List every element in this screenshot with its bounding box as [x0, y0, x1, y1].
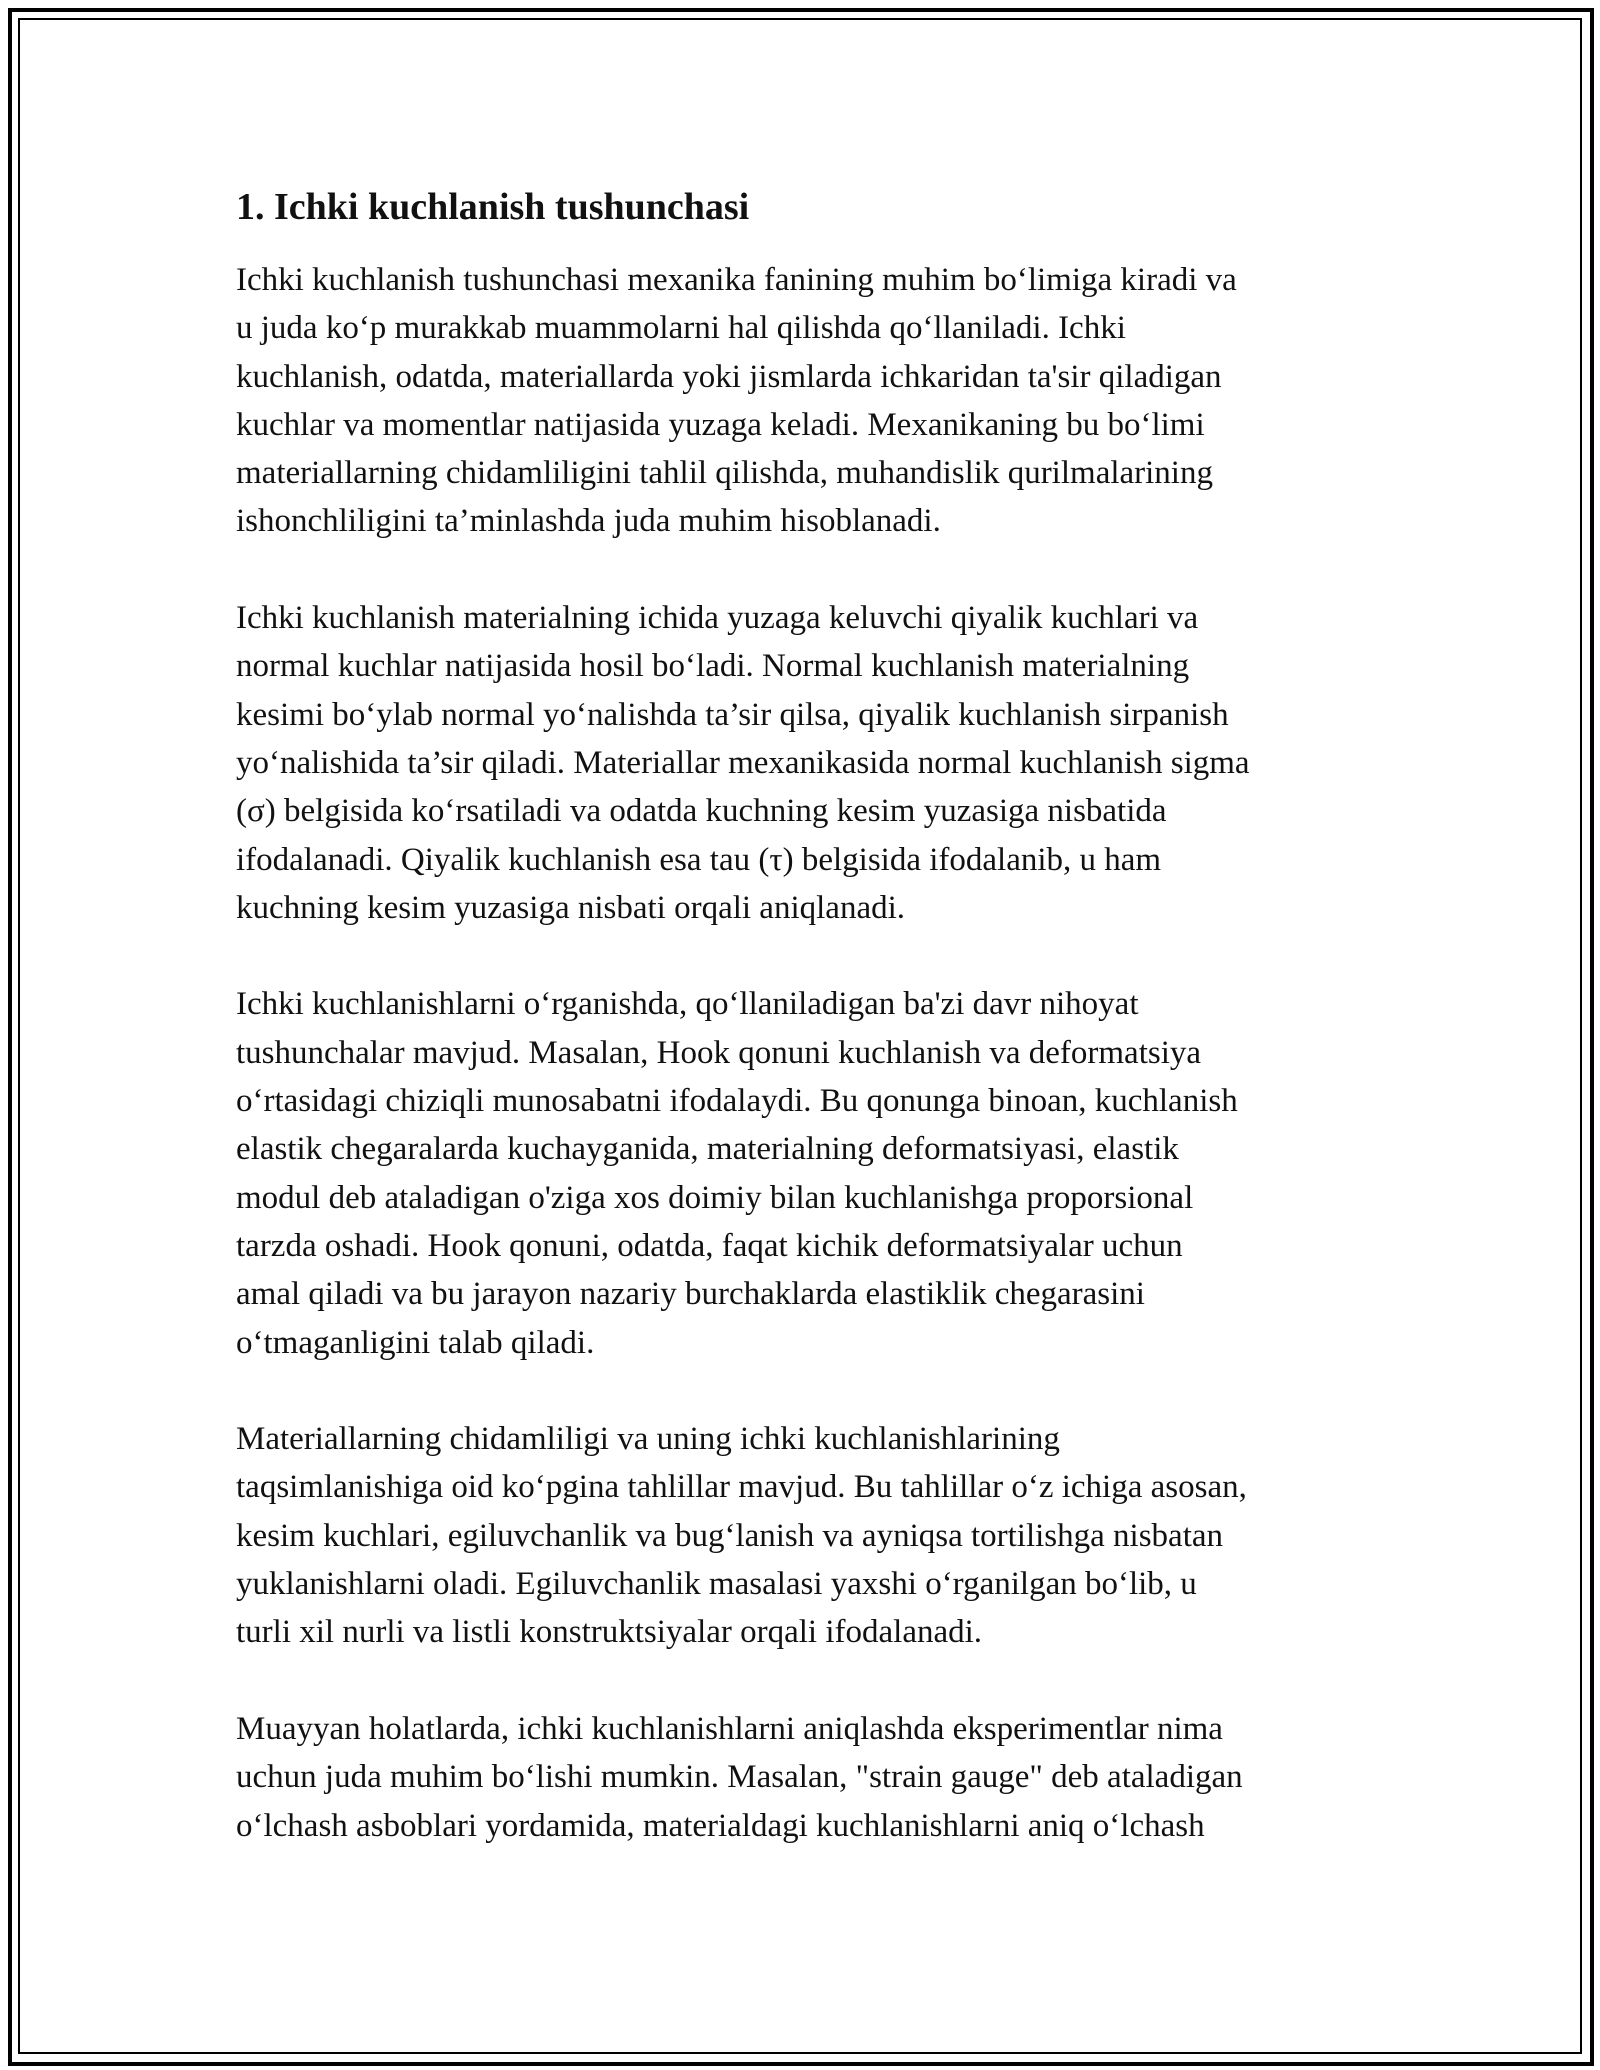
paragraph-line: tushunchalar mavjud. Masalan, Hook qonuni kuchlanish va deformatsiya: [236, 1034, 1202, 1071]
paragraph-line: Materiallarning chidamliligi va uning ichki kuchlanishlarining: [236, 1421, 1060, 1458]
paragraph: [236, 1415, 1366, 1656]
paragraph-line: materiallarning chidamliligini tahlil qilishda, muhandislik qurilmalarining: [236, 455, 1213, 492]
paragraph-line: tarzda oshadi. Hook qonuni, odatda, faqat kichik deformatsiyalar uchun: [236, 1227, 1183, 1264]
paragraph-list: [236, 256, 1366, 1850]
paragraph-line: ishonchliligini ta’minlashda juda muhim hisoblanadi.: [236, 503, 941, 540]
paragraph-line: yo‘nalishida ta’sir qiladi. Materiallar mexanikasida normal kuchlanish sigma: [236, 744, 1250, 781]
paragraph-line: (σ) belgisida ko‘rsatiladi va odatda kuchning kesim yuzasiga nisbatida: [236, 793, 1167, 830]
paragraph-line: Muayyan holatlarda, ichki kuchlanishlarni aniqlashda eksperimentlar nima: [236, 1710, 1223, 1747]
paragraph: [236, 1705, 1366, 1850]
paragraph-line: amal qiladi va bu jarayon nazariy burchaklarda elastiklik chegarasini: [236, 1276, 1145, 1313]
paragraph-line: u juda ko‘p murakkab muammolarni hal qilishda qo‘llaniladi. Ichki: [236, 310, 1126, 347]
paragraph-line: elastik chegaralarda kuchayganida, materialning deformatsiyasi, elastik: [236, 1131, 1179, 1168]
paragraph: [236, 980, 1366, 1366]
paragraph-line: turli xil nurli va listli konstruktsiyalar orqali ifodalanadi.: [236, 1614, 983, 1651]
paragraph: [236, 256, 1366, 546]
paragraph-line: o‘rtasidagi chiziqli munosabatni ifodalaydi. Bu qonunga binoan, kuchlanish: [236, 1083, 1238, 1120]
paragraph-line: kuchlanish, odatda, materiallarda yoki jismlarda ichkaridan ta'sir qiladigan: [236, 358, 1222, 395]
section-heading: 1. Ichki kuchlanish tushunchasi: [236, 186, 750, 228]
paragraph: [236, 594, 1366, 932]
paragraph-line: o‘tmaganligini talab qiladi.: [236, 1324, 595, 1361]
paragraph-line: kuchning kesim yuzasiga nisbati orqali aniqlanadi.: [236, 889, 906, 926]
paragraph-line: modul deb ataladigan o'ziga xos doimiy bilan kuchlanishga proporsional: [236, 1179, 1194, 1216]
paragraph-line: kesim kuchlari, egiluvchanlik va bug‘lanish va ayniqsa tortilishga nisbatan: [236, 1517, 1224, 1554]
document-body: [236, 184, 1366, 1898]
paragraph-line: kuchlar va momentlar natijasida yuzaga keladi. Mexanikaning bu bo‘limi: [236, 406, 1205, 443]
paragraph-line: yuklanishlarni oladi. Egiluvchanlik masalasi yaxshi o‘rganilgan bo‘lib, u: [236, 1566, 1197, 1603]
paragraph-line: ifodalanadi. Qiyalik kuchlanish esa tau (τ) belgisida ifodalanib, u ham: [236, 841, 1162, 878]
paragraph-line: kesimi bo‘ylab normal yo‘nalishda ta’sir qilsa, qiyalik kuchlanish sirpanish: [236, 696, 1229, 733]
paragraph-line: normal kuchlar natijasida hosil bo‘ladi. Normal kuchlanish materialning: [236, 648, 1190, 685]
paragraph-line: Ichki kuchlanish materialning ichida yuzaga keluvchi qiyalik kuchlari va: [236, 600, 1199, 637]
paragraph-line: o‘lchash asboblari yordamida, materialdagi kuchlanishlarni aniq o‘lchash: [236, 1807, 1205, 1844]
paragraph-line: taqsimlanishiga oid ko‘pgina tahlillar mavjud. Bu tahlillar o‘z ichiga asosan,: [236, 1469, 1247, 1506]
paragraph-line: Ichki kuchlanishlarni o‘rganishda, qo‘llaniladigan ba'zi davr nihoyat: [236, 986, 1139, 1023]
paragraph-line: uchun juda muhim bo‘lishi mumkin. Masalan, "strain gauge" deb ataladigan: [236, 1759, 1243, 1796]
paragraph-line: Ichki kuchlanish tushunchasi mexanika fanining muhim bo‘limiga kiradi va: [236, 262, 1237, 298]
